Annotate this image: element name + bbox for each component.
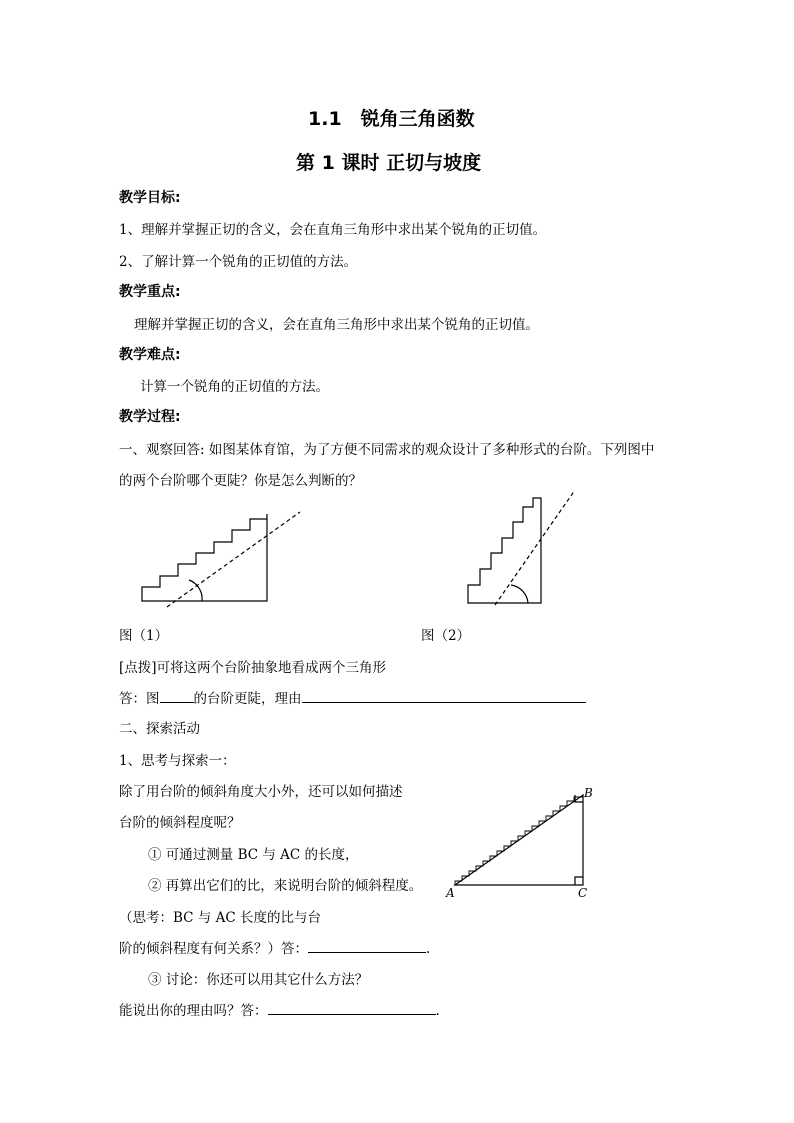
think-line-2-text: 阶的倾斜程度有何关系？）答： <box>119 941 308 957</box>
stairs-outline-1 <box>142 514 267 601</box>
answer-prefix: 答：图 <box>119 691 160 707</box>
key-points-heading: 教学重点: <box>119 284 181 300</box>
triangle-outline <box>455 795 583 885</box>
vertex-label-a: A <box>446 886 455 900</box>
observe-question-line1: 一、观察回答: 如图某体育馆，为了方便不同需求的观众设计了多种形式的台阶。下列图中 <box>119 442 655 458</box>
difficulties-heading: 教学难点: <box>119 347 181 363</box>
difficulties-text: 计算一个锐角的正切值的方法。 <box>140 379 329 395</box>
stairs-figure-1 <box>140 508 305 605</box>
figure-2-label: 图（2） <box>421 628 471 644</box>
vertex-label-c: C <box>578 886 588 900</box>
section2-heading: 二、探索活动 <box>119 721 200 737</box>
reason-line-text: 能说出你的理由吗？答： <box>119 1003 268 1019</box>
answer-mid: 的台阶更陡，理由 <box>193 691 302 707</box>
explore-question-1: 除了用台阶的倾斜角度大小外，还可以如何描述 <box>119 784 403 800</box>
explore-step-2: ② 再算出它们的比，来说明台阶的倾斜程度。 <box>148 878 423 894</box>
right-angle-mark-c <box>575 877 583 885</box>
think-line-2: 阶的倾斜程度有何关系？）答： . <box>119 937 430 957</box>
lesson-subtitle: 第 1 课时 正切与坡度 <box>296 152 482 174</box>
explore-1-heading: 1、思考与探索一： <box>119 753 236 769</box>
stairs-outline-2 <box>468 498 541 603</box>
answer-blank-reason[interactable] <box>302 688 586 703</box>
vertex-label-b: B <box>584 786 593 800</box>
objectives-heading: 教学目标: <box>119 190 181 206</box>
slope-dashed-line-2 <box>495 490 575 605</box>
hint-text: [点拨]可将这两个台阶抽象地看成两个三角形 <box>119 660 387 676</box>
process-heading: 教学过程: <box>119 409 181 425</box>
think-answer-blank[interactable] <box>308 938 426 953</box>
reason-line: 能说出你的理由吗？答： . <box>119 999 440 1019</box>
explore-step-1: ① 可通过测量 BC 与 AC 的长度， <box>148 847 359 863</box>
objective-item-1: 1、理解并掌握正切的含义，会在直角三角形中求出某个锐角的正切值。 <box>119 222 547 238</box>
slope-dashed-line-1 <box>167 512 300 607</box>
explore-step-3: ③ 讨论：你还可以用其它什么方法？ <box>148 972 369 988</box>
right-triangle-figure <box>440 782 600 902</box>
lesson-title: 1.1 锐角三角函数 <box>308 108 475 130</box>
objective-item-2: 2、了解计算一个锐角的正切值的方法。 <box>119 254 358 270</box>
think-line-1: （思考：BC 与 AC 长度的比与台 <box>119 910 321 926</box>
observe-question-line2: 的两个台阶哪个更陡？你是怎么判断的？ <box>119 473 362 489</box>
answer-line <box>119 687 586 707</box>
angle-arc-2 <box>511 585 528 603</box>
figure-1-label: 图（1） <box>119 628 169 644</box>
stairs-figure-2 <box>465 488 580 606</box>
key-points-text: 理解并掌握正切的含义，会在直角三角形中求出某个锐角的正切值。 <box>134 317 539 333</box>
explore-question-2: 台阶的倾斜程度呢？ <box>119 815 241 831</box>
reason-answer-blank[interactable] <box>268 1000 436 1015</box>
answer-blank-figure[interactable] <box>160 688 194 703</box>
